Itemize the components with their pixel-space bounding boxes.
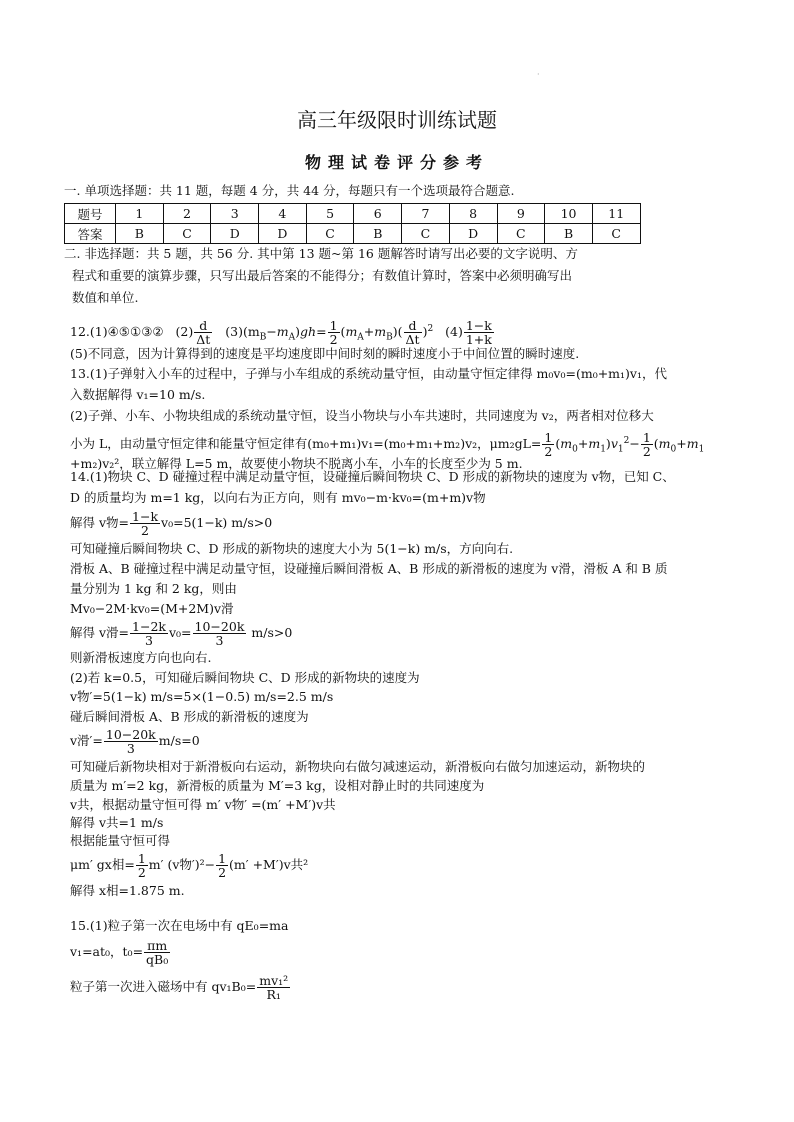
numerator: 1 [329,318,338,334]
q14-line: 可知碰后新物块相对于新滑板向右运动，新物块向右做匀减速运动，新滑板向右做匀加速运动，新物块的 [70,759,646,774]
fraction-10-20k-over-3 [193,620,247,647]
numerator: 1 [642,430,651,446]
q14-line: 14.(1)物块 C、D 碰撞过程中满足动量守恒，设碰撞后瞬间物块 C、D 形成的新物块的速度为 v物，已知 C、 [70,469,675,484]
table-row-label: 题号 [65,204,116,224]
fraction-half [641,431,653,458]
fraction-half [542,431,554,458]
q14-line: 碰后瞬间滑板 A、B 形成的新滑板的速度为 [70,709,309,724]
q14-line: 可知碰撞后瞬间物块 C、D 形成的新物块的速度大小为 5(1−k) m/s，方向向右. [70,541,514,556]
numerator: mv₁² [259,973,289,988]
denominator: Δt [196,332,211,348]
question-number: 9 [497,204,545,224]
q13-line: +m₂)v₂²，联立解得 L=5 m，故要使小物块不脱离小车，小车的长度至少为 5 m. [70,456,523,471]
q13-line-text: 小为 L，由动量守恒定律和能量守恒定律有(m₀+m₁)v₁=(m₀+m₁+m₂)v₂，μm₂gL= [70,436,542,452]
numerator: 1 [137,851,146,866]
fraction-half [328,319,340,346]
q12-part1: 12.(1)④⑤①③② [70,324,164,340]
question-number: 8 [449,204,497,224]
q12-part4: (4) [445,324,463,340]
numerator: 10−20k [105,727,156,742]
answer-table-number-row [65,204,641,224]
question-number: 3 [211,204,259,224]
answer-cell: C [592,224,640,244]
question-number: 4 [259,204,307,224]
numerator: 1 [218,851,227,866]
q14-line-text: 解得 v滑= [70,625,130,640]
question-number: 6 [354,204,402,224]
answer-table [64,203,641,244]
question-number: 1 [116,204,164,224]
q14-line [70,850,308,880]
page-subtitle: 物理试卷评分参考 [304,153,489,172]
q14-line-text: m/s=0 [158,733,200,748]
numerator: 1 [544,430,553,446]
part1-heading: 一. 单项选择题：共 11 题，每题 4 分，共 44 分，每题只有一个选项最符合题意. [64,183,515,198]
q14-line-text: v₀=5(1−k) m/s>0 [161,515,273,530]
denominator: R₁ [266,987,281,1002]
denominator: Δt [405,332,420,348]
denominator: 2 [141,523,149,538]
q14-line: 则新滑板速度方向也向右. [70,650,212,665]
q14-line-text: μm′ gx相= [70,857,135,872]
answer-cell: D [259,224,307,244]
fraction-half [136,852,148,879]
denominator: 3 [126,741,135,756]
q13-line: 小为 L，由动量守恒定律和能量守恒定律有(m₀+m₁)v₁=(m₀+m₁+m₂)v₂，μm₂gL= $\frac{1}{2}$ $(m_0+m_1)v_1^2-$ $\frac{1}{2}$ ($m_0+m_1$ [70,430,705,460]
q14-line: 滑板 A、B 碰撞过程中满足动量守恒，设碰撞后瞬间滑板 A、B 形成的新滑板的速度为 v滑，滑板 A 和 B 质 [70,561,668,576]
numerator: d [194,319,212,333]
q14-line: 解得 x相=1.875 m. [70,883,185,898]
q13-line: 入数据解得 v₁=10 m/s. [70,387,206,402]
q12-line: (5)不同意，因为计算得到的速度是平均速度即中间时刻的瞬时速度小于中间位置的瞬时速度. [70,346,580,361]
question-number: 7 [402,204,450,224]
q14-line-text: m/s>0 [251,625,293,640]
numerator: d [404,319,422,333]
q14-line-text: m′ (v物′)²− [148,857,216,872]
answer-cell: B [116,224,164,244]
q14-line: 质量为 m′=2 kg，新滑板的质量为 M′=3 kg，设相对静止时的共同速度为 [70,778,485,793]
fraction-pim-over-qb [144,939,170,966]
q14-line: 解得 v共=1 m/s [70,815,164,830]
fraction-d-over-dt [194,319,212,346]
question-number: 2 [163,204,211,224]
q12-part3: (3)(m [225,324,260,340]
numerator: πm [144,939,170,953]
q14-line: Mv₀−2M·kv₀=(M+2M)v滑 [70,601,234,616]
fraction-k [464,319,494,346]
table-row-label: 答案 [65,224,116,244]
q15-line-text: v₁=at₀，t₀= [70,944,144,959]
q14-line: 量分别为 1 kg 和 2 kg，则由 [70,581,237,596]
q14-line: v共，根据动量守恒可得 m′ v物′ =(m′ +M′)v共 [70,797,336,812]
answer-cell: C [402,224,450,244]
q12-line: 12.(1)④⑤①③② (2) $\frac{d}{\Delta t}$ $(3)(m_B-m_A)gh=$ $\frac{1}{2}$ $(m_A+m_B)$( $\frac{d}{\Delta t}$ )$^2$ (4) $\frac{1-k}{1+k}$ [70,318,492,348]
denominator: 1+k [465,332,492,348]
page-title: 高三年级限时训练试题 [297,108,497,132]
fraction-10-20k-over-3 [104,728,158,755]
question-number: 5 [306,204,354,224]
q14-line [70,618,292,648]
fraction-d-over-dt [404,319,422,346]
answer-cell: B [354,224,402,244]
q15-line [70,972,291,1002]
answer-cell: B [545,224,593,244]
part2-heading-line: 程式和重要的演算步骤，只写出最后答案的不能得分；有数值计算时，答案中必须明确写出 [72,268,573,283]
denominator: 2 [642,444,651,460]
part2-heading-line: 二. 非选择题：共 5 题，共 56 分. 其中第 13 题~第 16 题解答时请写出必要的文字说明、方 [64,246,578,261]
answer-cell: D [449,224,497,244]
q15-line: 15.(1)粒子第一次在电场中有 qE₀=ma [70,918,289,933]
q14-line-text: 解得 v物= [70,515,130,530]
q14-line-text: v滑′= [70,733,103,748]
question-number: 11 [592,204,640,224]
q14-line: v物′=5(1−k) m/s=5×(1−0.5) m/s=2.5 m/s [70,689,334,704]
q14-line: (2)若 k=0.5，可知碰后瞬间物块 C、D 形成的新物块的速度为 [70,670,420,685]
denominator: qB₀ [146,952,169,967]
answer-cell: D [211,224,259,244]
q14-line-text: v₀= [168,625,192,640]
scan-mark: · [537,70,540,79]
fraction-1-2k-over-3 [130,620,168,647]
fraction-k-over-2 [130,510,160,537]
q14-line: 根据能量守恒可得 [70,833,171,848]
answer-cell: C [163,224,211,244]
answer-cell: C [306,224,354,244]
fraction-half [216,852,228,879]
q13-line: (2)子弹、小车、小物块组成的系统动量守恒，设当小物块与小车共速时，共同速度为 v₂，两者相对位移大 [70,408,654,423]
q14-line [70,508,272,538]
denominator: 2 [218,865,227,880]
answer-cell: C [497,224,545,244]
numerator: 10−20k [194,619,245,634]
denominator: 3 [215,633,224,648]
q14-line-text: (m′ +M′)v共² [229,857,309,872]
denominator: 2 [329,332,338,348]
q12-part2: (2) [175,324,194,340]
answer-table-answer-row [65,224,641,244]
denominator: 3 [145,633,153,648]
part2-heading-line: 数值和单位. [72,290,139,305]
q14-line [70,726,200,756]
fraction-mv2-over-r [257,974,290,1001]
q13-line: 13.(1)子弹射入小车的过程中，子弹与小车组成的系统动量守恒，由动量守恒定律得 m₀v₀=(m₀+m₁)v₁，代 [70,366,667,381]
numerator: 1−k [132,509,159,524]
numerator: 1−k [465,318,492,334]
q15-line [70,937,171,967]
question-number: 10 [545,204,593,224]
denominator: 2 [544,444,553,460]
numerator: 1−2k [132,619,166,634]
q15-line-text: 粒子第一次进入磁场中有 qv₁B₀= [70,979,257,994]
denominator: 2 [137,865,146,880]
q14-line: D 的质量均为 m=1 kg，以向右为正方向，则有 mv₀−m·kv₀=(m+m)v物 [70,490,486,505]
